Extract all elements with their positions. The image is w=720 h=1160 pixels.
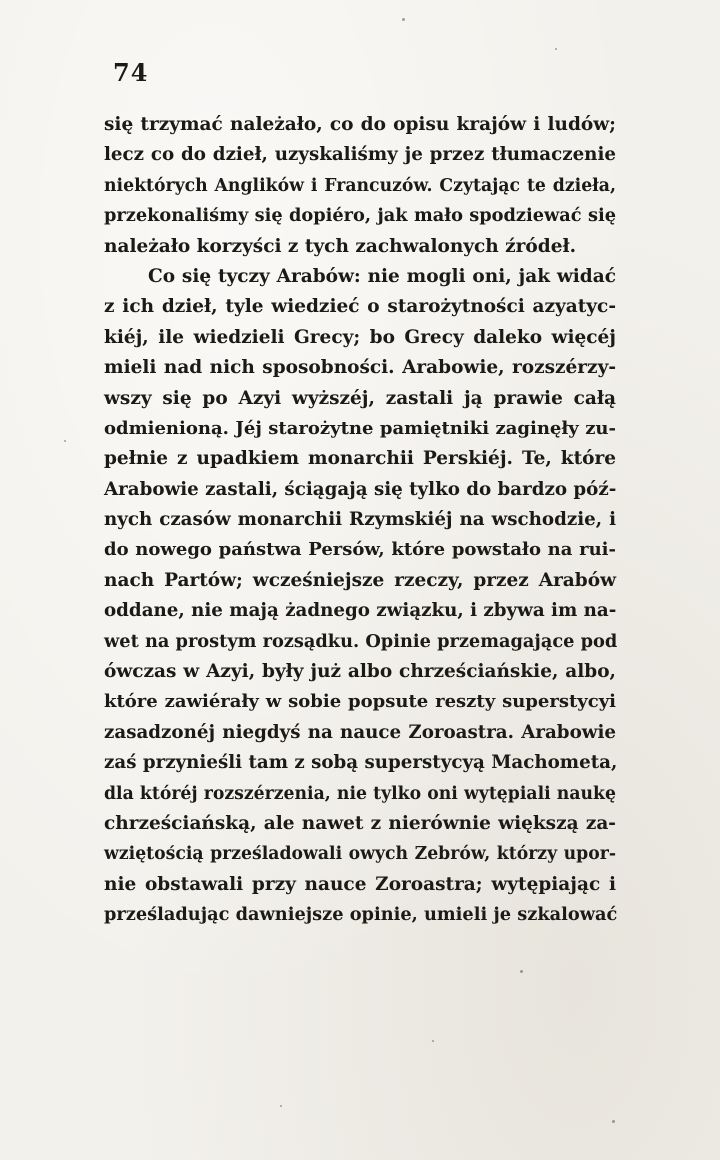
text-line: które zawiérały w sobie popsute reszty superstycyi	[104, 691, 616, 713]
paper-speck	[64, 440, 66, 442]
text-line: z ich dzieł, tyle wiedzieć o starożytności azyatyc-	[104, 296, 616, 318]
text-line: mieli nad nich sposobności. Arabowie, rozszérzy-	[104, 357, 616, 379]
text-line: do nowego państwa Persów, które powstało na rui-	[104, 539, 616, 561]
text-line: wziętością prześladowali owych Zebrów, którzy upor-	[104, 844, 616, 865]
text-line: prześladując dawniejsze opinie, umieli je szkalować	[104, 904, 618, 926]
text-line: chrześciańską, ale nawet z nierównie większą za-	[104, 812, 616, 834]
text-line: kiéj, ile wiedzieli Grecy; bo Grecy daleko więcéj	[104, 326, 616, 348]
text-line: wet na prostym rozsądku. Opinie przemagające pod	[104, 630, 618, 652]
text-line: Co się tyczy Arabów: nie mogli oni, jak widać	[148, 265, 616, 287]
text-line: dla któréj rozszérzenia, nie tylko oni wytępiali naukę	[104, 783, 616, 804]
paper-speck	[520, 970, 523, 973]
text-line: się trzymać należało, co do opisu krajów i ludów;	[104, 114, 616, 135]
text-line: Arabowie zastali, ściągają się tylko do bardzo póź-	[104, 478, 617, 500]
text-line: niektórych Anglików i Francuzów. Czytając te dzieła,	[104, 175, 616, 196]
text-line: pełnie z upadkiem monarchii Perskiéj. Te, które	[104, 448, 616, 470]
body-text	[104, 110, 616, 931]
text-line: nie obstawali przy nauce Zoroastra; wytępiając i	[104, 873, 616, 895]
page-number: 74	[113, 58, 149, 87]
text-line: nach Partów; wcześniejsze rzeczy, przez Arabów	[104, 569, 616, 591]
text-line: odmienioną. Jéj starożytne pamiętniki zaginęły zu-	[104, 417, 616, 439]
text-line: nych czasów monarchii Rzymskiéj na wschodzie, i	[104, 509, 616, 531]
text-line: wszy się po Azyi wyższéj, zastali ją prawie całą	[104, 387, 616, 409]
text-line: ówczas w Azyi, były już albo chrześciańskie, albo,	[104, 661, 616, 683]
text-line: zasadzonéj niegdyś na nauce Zoroastra. Arabowie	[104, 721, 616, 743]
text-line: lecz co do dzieł, uzyskaliśmy je przez tłumaczenie	[104, 144, 616, 166]
paper-speck	[432, 1040, 434, 1042]
text-line: oddane, nie mają żadnego związku, i zbywa im na-	[104, 600, 617, 622]
text-line: zaś przynieśli tam z sobą superstycyą Machometa,	[104, 752, 618, 774]
text-line: należało korzyści z tych zachwalonych źródeł.	[104, 235, 577, 257]
text-line: przekonaliśmy się dopiéro, jak mało spodziewać się	[104, 205, 616, 227]
paper-speck	[280, 1105, 282, 1107]
paper-speck	[402, 18, 405, 21]
paper-speck	[555, 48, 557, 50]
paper-speck	[612, 1120, 615, 1123]
